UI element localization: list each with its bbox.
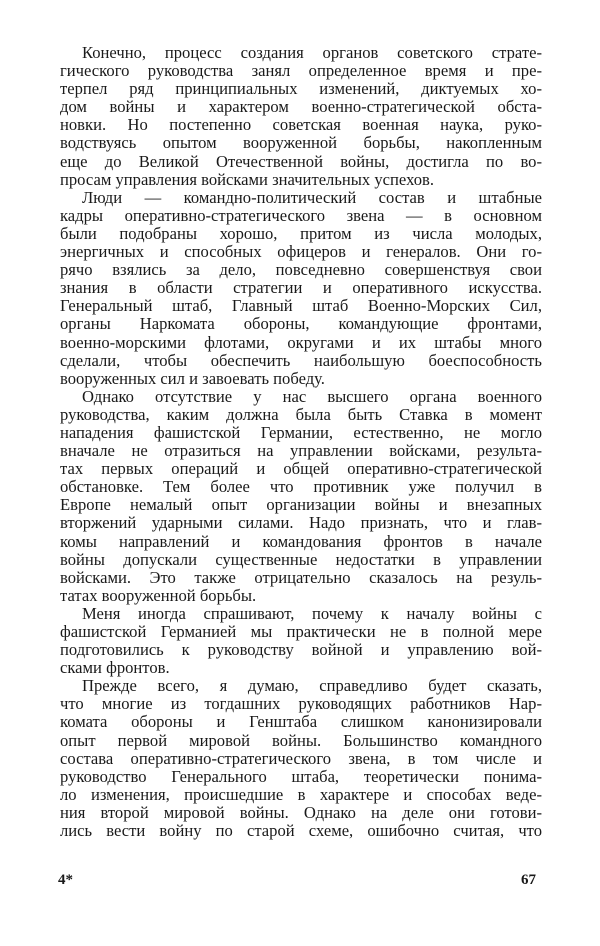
text-line: Люди — командно-политический состав и штабные: [82, 187, 542, 207]
text-line: руководство Генерального штаба, теоретически понима-: [60, 766, 542, 786]
text-line: подготовились к руководству войной и управлению вой-: [60, 640, 542, 660]
text-line: ло изменения, происшедшие в характере и способах веде-: [60, 784, 542, 804]
text-line: еще до Великой Отечественной войны, достигла по во-: [60, 151, 542, 171]
text-line: комы направлений и командования фронтов в начале: [60, 531, 542, 551]
text-line: нападения фашистской Германии, естественно, не могло: [60, 422, 542, 442]
text-line: сделали, чтобы обеспечить наибольшую боеспособность: [60, 350, 542, 370]
text-line: рячо взялись за дело, повседневно совершенствуя свои: [60, 260, 542, 280]
text-line: водствуясь опытом вооруженной борьбы, накопленным: [60, 133, 542, 153]
text-line: вначале не отразиться на управлении войсками, результа-: [60, 441, 542, 461]
text-line: гического руководства занял определенное время и пре-: [60, 61, 542, 81]
text-line: войсками. Это также отрицательно сказалось на резуль-: [60, 567, 542, 587]
text-line: были подобраны хорошо, притом из числа молодых,: [60, 223, 542, 243]
text-line: комата обороны и Генштаба слишком канонизировали: [60, 712, 542, 732]
body-text: [60, 44, 542, 840]
text-line: татах вооруженной борьбы.: [60, 585, 257, 605]
text-line: органы Наркомата обороны, командующие фронтами,: [60, 314, 542, 334]
text-line: опыт первой мировой войны. Большинство командного: [60, 730, 542, 750]
text-line: энергичных и способных офицеров и генералов. Они го-: [60, 242, 542, 262]
text-line: войны допускали существенные недостатки в управлении: [60, 549, 542, 569]
printer-signature: 4*: [58, 872, 73, 888]
text-line: сками фронтов.: [60, 658, 170, 678]
text-line: тах первых операций и общей оперативно-стратегической: [60, 459, 542, 479]
text-line: Прежде всего, я думаю, справедливо будет сказать,: [82, 676, 542, 696]
text-line: военно-морскими флотами, округами и их штабы много: [60, 332, 542, 352]
text-line: дом войны и характером военно-стратегической обста-: [60, 97, 542, 117]
text-line: Европе немалый опыт организации войны и внезапных: [60, 495, 542, 515]
text-line: что многие из тогдашних руководящих работников Нар-: [60, 694, 542, 714]
text-line: кадры оперативно-стратегического звена — в основном: [60, 205, 542, 225]
page-number: 67: [521, 872, 536, 888]
text-line: Однако отсутствие у нас высшего органа военного: [82, 386, 542, 406]
text-line: Конечно, процесс создания органов советского страте-: [82, 43, 542, 62]
text-line: руководства, каким должна была быть Ставка в момент: [60, 404, 542, 424]
text-line: состава оперативно-стратегического звена, в том числе и: [60, 748, 542, 768]
text-line: новки. Но постепенно советская военная наука, руко-: [60, 115, 542, 135]
text-line: лись вести войну по старой схеме, ошибочно считая, что: [60, 821, 542, 841]
text-line: фашистской Германией мы практически не в полной мере: [60, 622, 542, 641]
text-line: просам управления войсками значительных успехов.: [60, 169, 435, 189]
text-line: терпел ряд принципиальных изменений, диктуемых хо-: [60, 79, 542, 99]
text-line: Меня иногда спрашивают, почему к началу войны с: [82, 603, 542, 623]
text-line: вооруженных сил и завоевать победу.: [60, 368, 325, 388]
text-line: обстановке. Тем более что противник уже получил в: [60, 477, 542, 497]
text-line: Генеральный штаб, Главный штаб Военно-Морских Сил,: [60, 296, 542, 316]
text-line: знания в области стратегии и оперативного искусства.: [60, 278, 542, 298]
text-line: вторжений ударными силами. Надо признать, что и глав-: [60, 513, 542, 533]
text-line: ния второй мировой войны. Однако на деле они готови-: [60, 802, 542, 822]
